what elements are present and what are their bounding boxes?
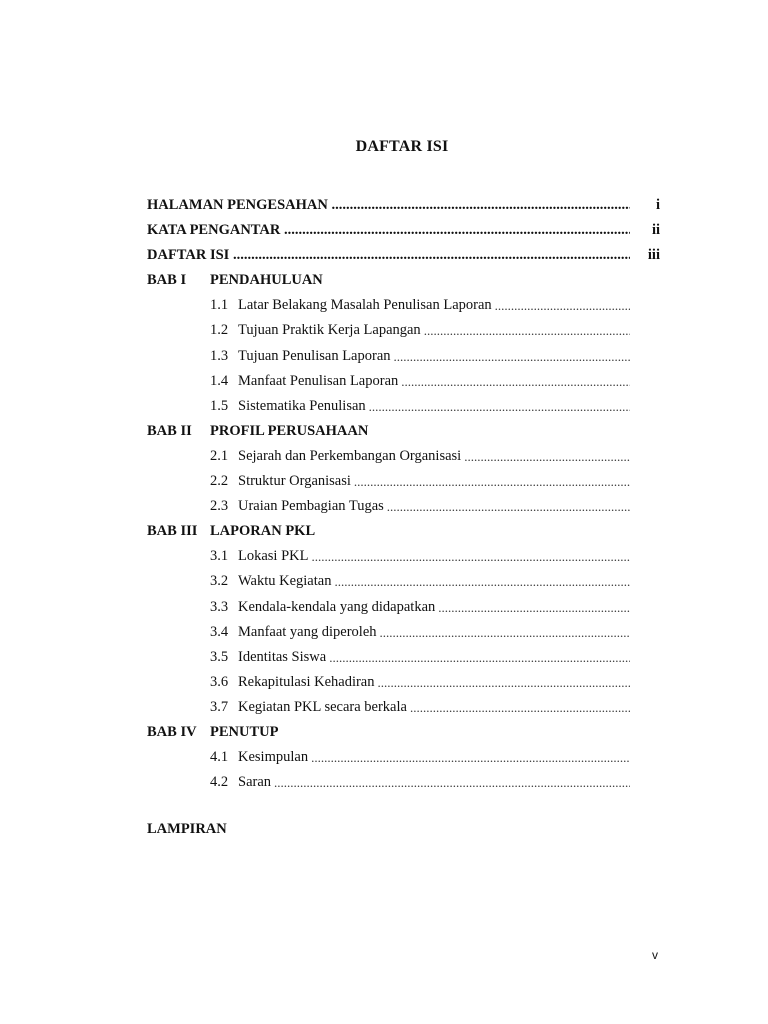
chapter-heading-4[interactable] <box>147 720 660 745</box>
toc-entry-lampiran[interactable] <box>147 817 660 842</box>
dot-leader <box>331 193 630 218</box>
section-title: Waktu Kegiatan <box>238 573 332 590</box>
section-title: Identitas Siswa <box>238 648 327 665</box>
section-entry[interactable] <box>147 569 660 594</box>
toc-entry-daftar-isi[interactable] <box>147 243 660 268</box>
dot-leader <box>401 369 630 394</box>
section-number: 3.2 <box>210 573 229 590</box>
section-title: Kendala-kendala yang didapatkan <box>238 598 436 615</box>
chapter-number: BAB III <box>147 523 198 540</box>
section-number: 1.3 <box>210 347 229 364</box>
dot-leader <box>274 770 630 795</box>
section-number: 3.5 <box>210 648 229 665</box>
section-entry[interactable] <box>147 344 660 369</box>
toc-entry-label: DAFTAR ISI <box>147 247 230 264</box>
chapter-title: PENUTUP <box>210 723 279 740</box>
section-entry[interactable] <box>147 645 660 670</box>
section-title: Sejarah dan Perkembangan Organisasi <box>238 447 462 464</box>
toc-page-number: i <box>655 197 660 213</box>
chapter-number: BAB II <box>147 422 192 439</box>
toc-entry-label: KATA PENGANTAR <box>147 222 281 239</box>
section-number: 3.6 <box>210 673 229 690</box>
dot-leader <box>369 394 630 419</box>
section-number: 4.1 <box>210 749 229 766</box>
toc-page-number: ii <box>651 222 660 239</box>
section-title: Latar Belakang Masalah Penulisan Laporan <box>238 297 492 314</box>
dot-leader <box>410 695 630 720</box>
dot-leader <box>464 444 630 469</box>
section-title: Lokasi PKL <box>238 548 309 565</box>
dot-leader <box>233 243 630 268</box>
section-entry[interactable] <box>147 595 660 620</box>
section-number: 4.2 <box>210 774 229 791</box>
dot-leader <box>424 318 630 343</box>
section-number: 1.4 <box>210 372 229 389</box>
section-number: 1.5 <box>210 397 229 414</box>
toc-page-number: iii <box>647 247 660 264</box>
section-entry[interactable] <box>147 469 660 494</box>
section-entry[interactable] <box>147 620 660 645</box>
section-title: Manfaat yang diperoleh <box>238 623 377 640</box>
dot-leader <box>329 645 630 670</box>
dot-leader <box>394 344 630 369</box>
section-number: 3.4 <box>210 623 229 640</box>
section-number: 3.1 <box>210 548 229 565</box>
section-title: Kegiatan PKL secara berkala <box>238 698 407 715</box>
chapter-title: PENDAHULUAN <box>210 272 323 289</box>
section-entry[interactable] <box>147 695 660 720</box>
section-number: 2.3 <box>210 498 229 515</box>
toc-entry-label: LAMPIRAN <box>147 821 227 838</box>
dot-leader <box>284 218 630 243</box>
section-title: Sistematika Penulisan <box>238 397 366 414</box>
section-title: Manfaat Penulisan Laporan <box>238 372 399 389</box>
spacer <box>147 795 660 817</box>
chapter-number: BAB IV <box>147 723 197 740</box>
section-title: Saran <box>238 774 272 791</box>
chapter-heading-3[interactable] <box>147 519 660 544</box>
section-entry[interactable] <box>147 544 660 569</box>
section-number: 1.2 <box>210 322 229 339</box>
chapter-heading-2[interactable] <box>147 419 660 444</box>
dot-leader <box>378 670 631 695</box>
section-entry[interactable] <box>147 494 660 519</box>
section-entry[interactable] <box>147 318 660 343</box>
section-entry[interactable] <box>147 394 660 419</box>
dot-leader <box>380 620 630 645</box>
toc-entry-pengesahan[interactable] <box>147 193 660 218</box>
chapter-title: LAPORAN PKL <box>210 523 316 540</box>
section-number: 2.1 <box>210 447 229 464</box>
dot-leader <box>438 595 630 620</box>
section-entry[interactable] <box>147 670 660 695</box>
section-title: Tujuan Penulisan Laporan <box>238 347 391 364</box>
section-entry[interactable] <box>147 444 660 469</box>
section-number: 2.2 <box>210 473 229 490</box>
dot-leader <box>311 544 630 569</box>
section-entry[interactable] <box>147 369 660 394</box>
dot-leader <box>387 494 630 519</box>
section-title: Struktur Organisasi <box>238 473 351 490</box>
section-number: 3.3 <box>210 598 229 615</box>
section-title: Tujuan Praktik Kerja Lapangan <box>238 322 421 339</box>
chapter-number: BAB I <box>147 272 187 289</box>
page-title: DAFTAR ISI <box>355 138 449 155</box>
chapter-title: PROFIL PERUSAHAAN <box>210 422 369 439</box>
toc-entry-label: HALAMAN PENGESAHAN <box>147 197 328 213</box>
section-title: Kesimpulan <box>238 749 309 766</box>
section-number: 3.7 <box>210 698 229 715</box>
dot-leader <box>311 745 630 770</box>
toc-entry-kata-pengantar[interactable] <box>147 218 660 243</box>
section-entry[interactable] <box>147 770 660 795</box>
dot-leader <box>334 569 630 594</box>
section-title: Uraian Pembagian Tugas <box>238 498 384 515</box>
section-title: Rekapitulasi Kehadiran <box>238 673 375 690</box>
table-of-contents <box>147 193 660 842</box>
dot-leader <box>495 293 630 318</box>
section-entry[interactable] <box>147 745 660 770</box>
chapter-heading-1[interactable] <box>147 268 660 293</box>
section-number: 1.1 <box>210 297 229 314</box>
page-number: v <box>652 948 658 962</box>
section-entry[interactable] <box>147 293 660 318</box>
dot-leader <box>354 469 630 494</box>
